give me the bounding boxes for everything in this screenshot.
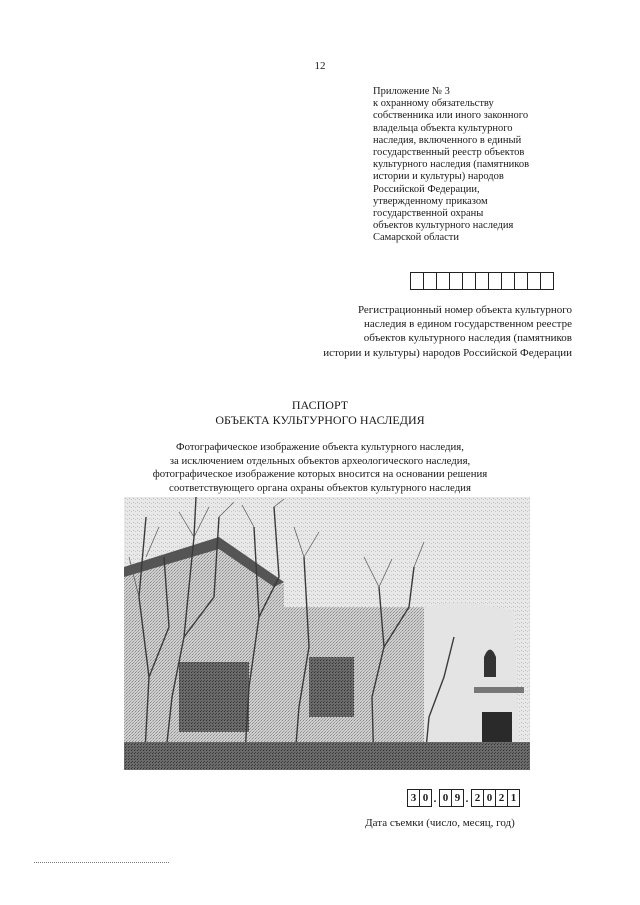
photo-description-line: фотографическое изображение которых вносится на основании решения (152, 468, 488, 481)
document-title (0, 398, 640, 428)
registration-number-cell (514, 272, 528, 290)
appendix-header (373, 86, 593, 245)
registration-caption-line: наследия в едином государственном реестре (364, 318, 572, 331)
ground-debris (124, 742, 530, 770)
photo-description-line: соответствующего органа охраны объектов культурного наследия (169, 481, 471, 494)
date-separator: . (465, 793, 469, 805)
registration-number-cell (488, 272, 502, 290)
registration-number-cell (475, 272, 489, 290)
appendix-line: к охранному обязательству (373, 98, 494, 110)
registration-number-cell (540, 272, 554, 290)
photo-description-line: за исключением отдельных объектов археологического наследия, (169, 454, 471, 467)
building-photo (124, 497, 530, 770)
appendix-line: наследия, включенного в единый (373, 134, 522, 146)
registration-number-cell (449, 272, 463, 290)
date-year-digit: 1 (507, 789, 520, 807)
date-month-digit: 9 (451, 789, 464, 807)
date-year-digit: 0 (483, 789, 496, 807)
registration-number-cell (462, 272, 476, 290)
shoot-date-boxes (407, 789, 519, 807)
registration-caption-line: объектов культурного наследия (памятников (363, 332, 572, 345)
appendix-line: Самарской области (373, 232, 459, 244)
arched-window (484, 650, 496, 678)
appendix-line: истории и культуры) народов (373, 171, 504, 183)
sign-plate (474, 687, 524, 693)
registration-caption-line: истории и культуры) народов Российской Федерации (323, 346, 572, 359)
registration-number-cell (436, 272, 450, 290)
appendix-line: утвержденному приказом (373, 195, 488, 207)
appendix-line: Приложение № 3 (373, 86, 450, 97)
date-day-digit: 3 (407, 789, 420, 807)
photo-description (0, 441, 640, 495)
registration-number-cell (527, 272, 541, 290)
appendix-line: государственной охраны (373, 208, 484, 220)
appendix-line: объектов культурного наследия (373, 220, 514, 232)
title-line-1: ПАСПОРТ (291, 398, 349, 412)
doorway (482, 712, 512, 747)
registration-number-cell (423, 272, 437, 290)
footer-dotted-line (34, 862, 169, 863)
registration-number-cell (501, 272, 515, 290)
title-line-2: ОБЪЕКТА КУЛЬТУРНОГО НАСЛЕДИЯ (215, 413, 425, 427)
broken-window-left (179, 662, 249, 732)
date-year-digit: 2 (471, 789, 484, 807)
date-year-digit: 2 (495, 789, 508, 807)
registration-number-boxes (410, 272, 553, 290)
appendix-line: культурного наследия (памятников (373, 159, 530, 171)
photo-description-line: Фотографическое изображение объекта культурного наследия, (176, 441, 464, 453)
page-number: 12 (314, 60, 326, 72)
date-day-digit: 0 (419, 789, 432, 807)
broken-window-middle (309, 657, 354, 717)
date-month-digit: 0 (439, 789, 452, 807)
appendix-line: собственника или иного законного (373, 110, 529, 122)
registration-caption (250, 303, 572, 360)
appendix-line: владельца объекта культурного (373, 122, 513, 134)
date-separator: . (433, 793, 437, 805)
registration-number-cell (410, 272, 424, 290)
registration-caption-line: Регистрационный номер объекта культурного (357, 304, 572, 316)
appendix-line: Российской Федерации, (373, 183, 480, 195)
appendix-line: государственный реестр объектов (373, 147, 525, 159)
shoot-date-caption: Дата съемки (число, месяц, год) (365, 817, 515, 829)
